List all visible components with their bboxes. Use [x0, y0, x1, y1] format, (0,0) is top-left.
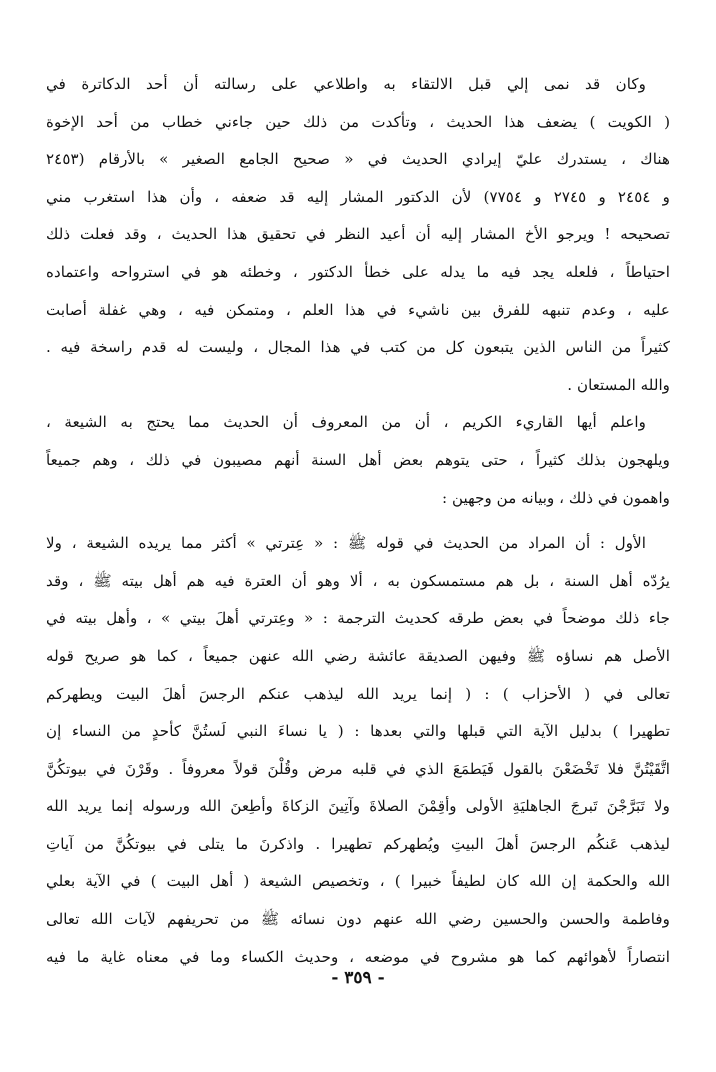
text-line: ( الكويت ) يضعف هذا الحديث ، وتأكدت من ذلك حين جاءني خطاب من أحد الإخوة [46, 112, 670, 131]
text-line: تصحيحه ! ويرجو الأخ المشار إليه أن أعيد النظر في تحقيق هذا الحديث ، وقد فعلت ذلك [46, 225, 670, 244]
text-line: ولا تَبَرَّجْنَ تَبرجَ الجاهليَةِ الأولى وأقِمْنَ الصلاةَ وآتِينَ الزكاةَ وأطِعنَ الله ورسوله إنما يريد الله [46, 797, 670, 816]
paragraph [46, 404, 670, 517]
text-line: ويلهجون بذلك كثيراً ، حتى يتوهم بعض أهل السنة أنهم مصيبون في ذلك ، وهم جميعاً [46, 450, 670, 469]
text-line: تعالى في ( الأحزاب ) : ( إنما يريد الله ليذهب عنكم الرجسَ أهلَ البيت ويطهركم [46, 684, 670, 703]
page-number: - ٣٥٩ - [331, 968, 385, 988]
text-line: احتياطاً ، فلعله يجد فيه ما يدله على خطأ الدكتور ، وخطئه هو في استرواحه واعتماده [46, 262, 670, 281]
text-line: واعلم أيها القاريء الكريم ، أن من المعروف أن الحديث مما يحتج به الشيعة ، [46, 413, 646, 432]
paragraph-gap [46, 517, 670, 525]
text-line: هناك ، يستدرك عليّ إيرادي الحديث في « صحيح الجامع الصغير » بالأرقام (٢٤٥٣ [46, 150, 670, 169]
text-line: جاء ذلك موضحاً في بعض طرقه كحديث الترجمة : « وعِترتي أهلَ بيتي » ، وأهل بيته في [46, 609, 670, 628]
text-line: واهمون في ذلك ، وبيانه من وجهين : [442, 488, 670, 507]
text-line: وفاطمة والحسن والحسين رضي الله عنهم دون نسائه ﷺ من تحريفهم لآيات الله تعالى [46, 910, 670, 929]
paragraph [46, 525, 670, 976]
text-line: الله والحكمة إن الله كان لطيفاً خبيرا ) ، وتخصيص الشيعة ( أهل البيت ) في الآية بعلي [46, 872, 670, 891]
text-line: اتَّقَيْتُنَّ فلا تَخْضَعْنَ بالقول فَيَطمَعَ الذي في قلبه مرض وقُلْنَ قولاً معروفاً . وقَرْنَ في بيوتكُنَّ [46, 759, 670, 778]
text-line: الأول : أن المراد من الحديث في قوله ﷺ : « عِترتي » أكثر مما يريده الشيعة ، ولا [46, 534, 646, 553]
text-line: ليذهب عَنكُم الرجسَ أهلَ البيتِ ويُطهركم تطهيرا . واذكرنَ ما يتلى في بيوتكُنَّ من آياتِ [46, 834, 670, 853]
text-line: كثيراً من الناس الذين يتبعون كل من كتب في هذا المجال ، وليست له قدم راسخة فيه . [46, 338, 670, 357]
text-line: تطهيرا ) بدليل الآية التي قبلها والتي بعدها : ( يا نساءَ النبي لَستُنَّ كأحدٍ من النساء إن [46, 722, 670, 741]
text-line: الأصل هم نساؤه ﷺ وفيهن الصديقة عائشة رضي الله عنهن جميعاً ، كما هو صريح قوله [46, 646, 670, 665]
text-line: وكان قد نمى إلي قبل الالتقاء به واطلاعي على رسالته أن أحد الدكاترة في [46, 75, 646, 93]
text-line: و ٢٤٥٤ و ٢٧٤٥ و ٧٧٥٤) لأن الدكتور المشار إليه قد ضعفه ، وأن هذا استغرب مني [46, 187, 670, 206]
text-line: انتصاراً لأهوائهم كما هو مشروح في موضعه ، وحديث الكساء وما في معناه غاية ما فيه [46, 947, 670, 966]
text-line: عليه ، وعدم تنبهه للفرق بين ناشيء في هذا العلم ، ومتمكن فيه ، وهي غفلة أصابت [46, 300, 670, 319]
text-line: يرُدّه أهل السنة ، بل هم مستمسكون به ، ألا وهو أن العترة فيه هم أهل بيته ﷺ ، وقد [46, 571, 670, 590]
text-line: والله المستعان . [567, 375, 670, 394]
paragraph [46, 66, 670, 404]
